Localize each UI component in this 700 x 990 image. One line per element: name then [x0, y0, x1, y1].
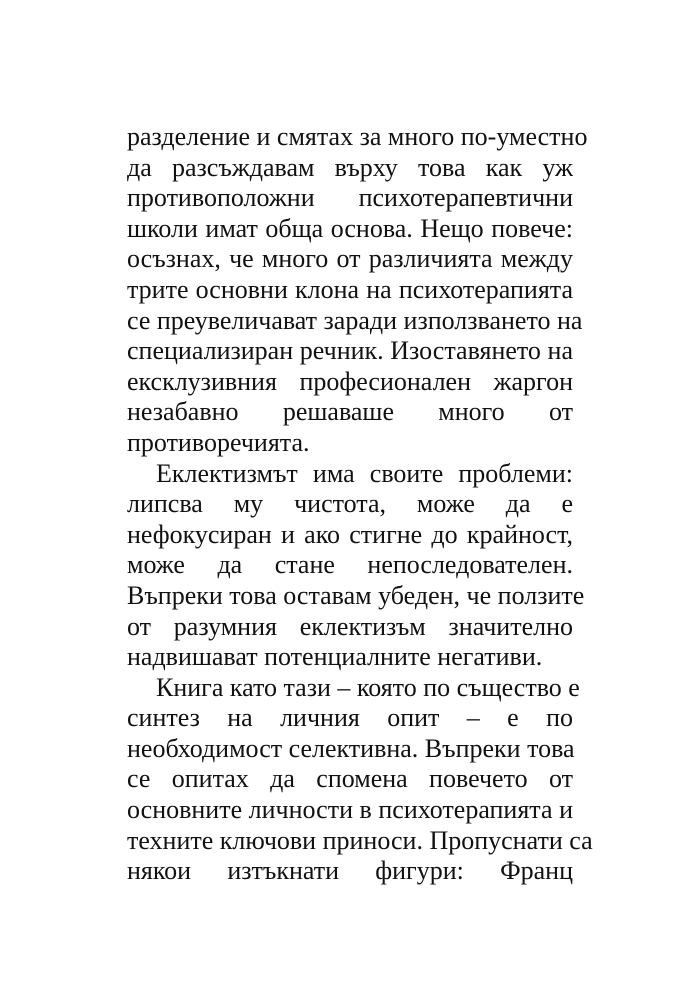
text-line: противоречията. — [127, 427, 310, 457]
text-line: нефокусиран и ако стигне до крайност, — [127, 519, 573, 549]
text-line: школи имат обща основа. Нещо повече: — [127, 213, 573, 243]
text-line: от разумния еклектизъм значително — [127, 611, 573, 641]
text-line: трите основни клона на психотерапията — [127, 274, 573, 304]
text-line: противоположни психотерапевтични — [127, 183, 573, 213]
text-line: специализиран речник. Изоставянето на — [127, 336, 573, 366]
text-line: надвишават потенциалните негативи. — [127, 642, 543, 672]
text-line: основните личности в психотерапията и — [127, 795, 573, 825]
text-line: да разсъждавам върху това как уж — [127, 152, 573, 182]
text-line: незабавно решаваше много от — [127, 397, 573, 427]
text-line: техните ключови приноси. Пропуснати са — [127, 825, 593, 855]
text-line: Еклектизмът има своите проблеми: — [156, 458, 573, 488]
text-line: необходимост селективна. Въпреки това — [127, 733, 575, 763]
text-line: може да стане непоследователен. — [127, 550, 573, 580]
text-line: се опитах да спомена повечето от — [127, 764, 573, 794]
text-line: липсва му чистота, може да е — [127, 489, 573, 519]
text-line: Въпреки това оставам убеден, че ползите — [127, 580, 585, 610]
text-line: някои изтъкнати фигури: Франц — [127, 856, 573, 886]
text-line: се преувеличават заради използването на — [127, 305, 583, 335]
page-body-text — [127, 122, 593, 887]
text-line: синтез на личния опит – е по — [127, 703, 573, 733]
text-line: разделение и смятах за много по-уместно — [127, 122, 588, 151]
text-line: ексклузивния професионален жаргон — [127, 366, 573, 396]
text-line: осъзнах, че много от различията между — [127, 244, 573, 274]
text-line: Книга като тази – която по същество е — [156, 672, 580, 702]
